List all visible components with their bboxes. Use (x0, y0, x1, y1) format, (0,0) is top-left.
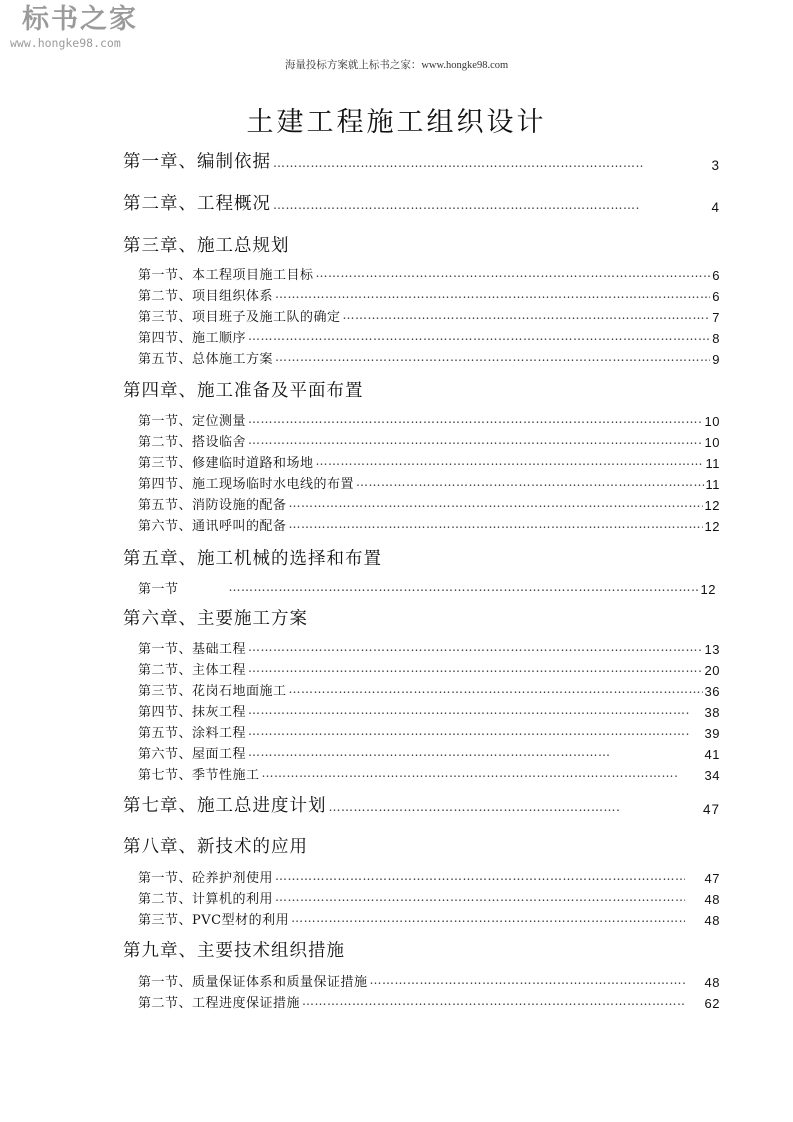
toc-page-number: 10 (704, 414, 720, 429)
toc-section-label: 第七节、季节性施工 (138, 768, 260, 783)
toc-chapter-5[interactable] (123, 545, 382, 570)
toc-leader (273, 198, 639, 212)
toc-leader (248, 703, 689, 717)
toc-page-number: 20 (704, 663, 720, 678)
toc-page-number: 6 (712, 268, 720, 283)
toc-page-number: 47 (702, 802, 720, 817)
toc-chapter-label: 第五章、施工机械的选择和布置 (123, 549, 382, 569)
toc-section-label: 第二节、搭设临舍 (138, 435, 247, 450)
toc-leader (329, 800, 621, 814)
toc-page-number: 41 (704, 747, 720, 762)
toc-leader (248, 745, 611, 759)
toc-page-number: 12 (700, 582, 716, 597)
toc-page-number: 3 (711, 158, 720, 173)
toc-section-label: 第二节、工程进度保证措施 (138, 996, 301, 1011)
toc-section[interactable] (138, 306, 720, 325)
toc-page-number: 34 (704, 768, 720, 783)
toc-chapter-label: 第九章、主要技术组织措施 (123, 941, 345, 961)
toc-section-label: 第一节 (138, 582, 179, 597)
toc-page-number: 7 (712, 310, 720, 325)
toc-page-number: 6 (712, 289, 720, 304)
toc-section[interactable] (138, 971, 720, 990)
toc-leader (248, 661, 703, 675)
toc-leader (356, 475, 703, 489)
toc-section[interactable] (138, 348, 720, 367)
toc-section[interactable] (138, 764, 720, 783)
toc-leader (248, 412, 703, 426)
toc-leader (275, 287, 710, 301)
toc-section-label: 第六节、屋面工程 (138, 747, 247, 762)
toc-chapter-9[interactable] (123, 937, 345, 962)
toc-page-number: 12 (704, 519, 720, 534)
toc-leader (370, 973, 685, 987)
toc-page-number: 13 (704, 642, 720, 657)
toc-chapter-label: 第八章、新技术的应用 (123, 837, 308, 857)
toc-leader (248, 724, 689, 738)
toc-leader (275, 869, 685, 883)
toc-section-label: 第五节、涂料工程 (138, 726, 247, 741)
toc-page-number: 38 (704, 705, 720, 720)
toc-page-number: 4 (711, 200, 720, 215)
toc-chapter-1[interactable] (123, 148, 720, 173)
toc-section-label: 第一节、基础工程 (138, 642, 247, 657)
toc-section-label: 第三节、项目班子及施工队的确定 (138, 310, 341, 325)
toc-page-number: 10 (704, 435, 720, 450)
toc-leader (275, 350, 710, 364)
toc-section-label: 第二节、项目组织体系 (138, 289, 274, 304)
toc-section[interactable] (138, 992, 720, 1011)
toc-section-label: 第五节、消防设施的配备 (138, 498, 287, 513)
toc-section[interactable] (138, 264, 720, 283)
watermark-title: 标书之家 (22, 4, 138, 35)
toc-section[interactable] (138, 327, 720, 346)
toc-section[interactable] (138, 494, 720, 513)
toc-page-number: 11 (705, 456, 720, 471)
toc-section-label: 第二节、计算机的利用 (138, 892, 274, 907)
toc-leader (262, 766, 679, 780)
toc-chapter-label: 第六章、主要施工方案 (123, 609, 308, 629)
toc-section-label: 第一节、定位测量 (138, 414, 247, 429)
toc-page-number: 12 (704, 498, 720, 513)
toc-page-number: 9 (712, 352, 720, 367)
toc-page-number: 48 (704, 892, 720, 907)
toc-section-label: 第三节、PVC型材的利用 (138, 913, 290, 928)
toc-leader (248, 329, 710, 343)
toc-section-label: 第四节、施工现场临时水电线的布置 (138, 477, 355, 492)
toc-chapter-7[interactable] (123, 792, 720, 817)
toc-chapter-4[interactable] (123, 377, 364, 402)
toc-leader (343, 308, 711, 322)
toc-page-number: 48 (704, 913, 720, 928)
toc-page-number: 11 (705, 477, 720, 492)
watermark-url: www.hongke98.com (10, 36, 121, 50)
toc-section-label: 第五节、总体施工方案 (138, 352, 274, 367)
toc-leader (302, 994, 685, 1008)
toc-section[interactable] (138, 680, 720, 699)
toc-section[interactable] (138, 638, 720, 657)
toc-section[interactable] (138, 659, 720, 678)
toc-chapter-label: 第二章、工程概况 (123, 194, 271, 214)
toc-section[interactable] (138, 515, 720, 534)
toc-leader (229, 580, 699, 594)
toc-section[interactable] (138, 888, 720, 907)
toc-leader (248, 433, 703, 447)
toc-section-label: 第四节、抹灰工程 (138, 705, 247, 720)
toc-section[interactable] (138, 285, 720, 304)
toc-chapter-8[interactable] (123, 833, 308, 858)
toc-chapter-label: 第一章、编制依据 (123, 152, 271, 172)
toc-section-label: 第二节、主体工程 (138, 663, 247, 678)
toc-page-number: 62 (704, 996, 720, 1011)
toc-section-label: 第一节、砼养护剂使用 (138, 871, 274, 886)
toc-chapter-label: 第四章、施工准备及平面布置 (123, 381, 364, 401)
toc-section[interactable] (138, 909, 720, 928)
toc-section-label: 第一节、质量保证体系和质量保证措施 (138, 975, 368, 990)
toc-section-label: 第四节、施工顺序 (138, 331, 247, 346)
toc-section[interactable] (138, 701, 720, 720)
toc-section[interactable] (138, 743, 720, 762)
page-header: 海量投标方案就上标书之家：www.hongke98.com (284, 60, 509, 71)
toc-leader (316, 454, 704, 468)
toc-leader (289, 496, 703, 510)
toc-section[interactable] (138, 722, 720, 741)
toc-section-label: 第六节、通讯呼叫的配备 (138, 519, 287, 534)
toc-page-number: 47 (704, 871, 720, 886)
toc-leader (316, 266, 711, 280)
toc-page-number: 8 (712, 331, 720, 346)
toc-page-number: 39 (704, 726, 720, 741)
toc-section[interactable] (138, 473, 720, 492)
toc-leader (273, 156, 643, 170)
toc-section[interactable] (138, 410, 720, 429)
toc-chapter-label: 第七章、施工总进度计划 (123, 796, 327, 816)
toc-leader (248, 640, 703, 654)
toc-leader (291, 911, 684, 925)
toc-leader (289, 517, 703, 531)
toc-page-number: 36 (704, 684, 720, 699)
toc-leader (289, 682, 703, 696)
toc-page-number: 48 (704, 975, 720, 990)
toc-section[interactable] (138, 867, 720, 886)
toc-section-label: 第一节、本工程项目施工目标 (138, 268, 314, 283)
toc-section[interactable] (138, 452, 720, 471)
toc-section[interactable] (138, 578, 716, 597)
toc-section-label: 第三节、修建临时道路和场地 (138, 456, 314, 471)
toc-section[interactable] (138, 431, 720, 450)
toc-leader (275, 890, 685, 904)
toc-chapter-2[interactable] (123, 190, 720, 215)
toc-chapter-6[interactable] (123, 605, 308, 630)
toc-chapter-label: 第三章、施工总规划 (123, 236, 290, 256)
document-title: 土建工程施工组织设计 (246, 107, 547, 138)
toc-chapter-3[interactable] (123, 232, 290, 257)
toc-section-label: 第三节、花岗石地面施工 (138, 684, 287, 699)
